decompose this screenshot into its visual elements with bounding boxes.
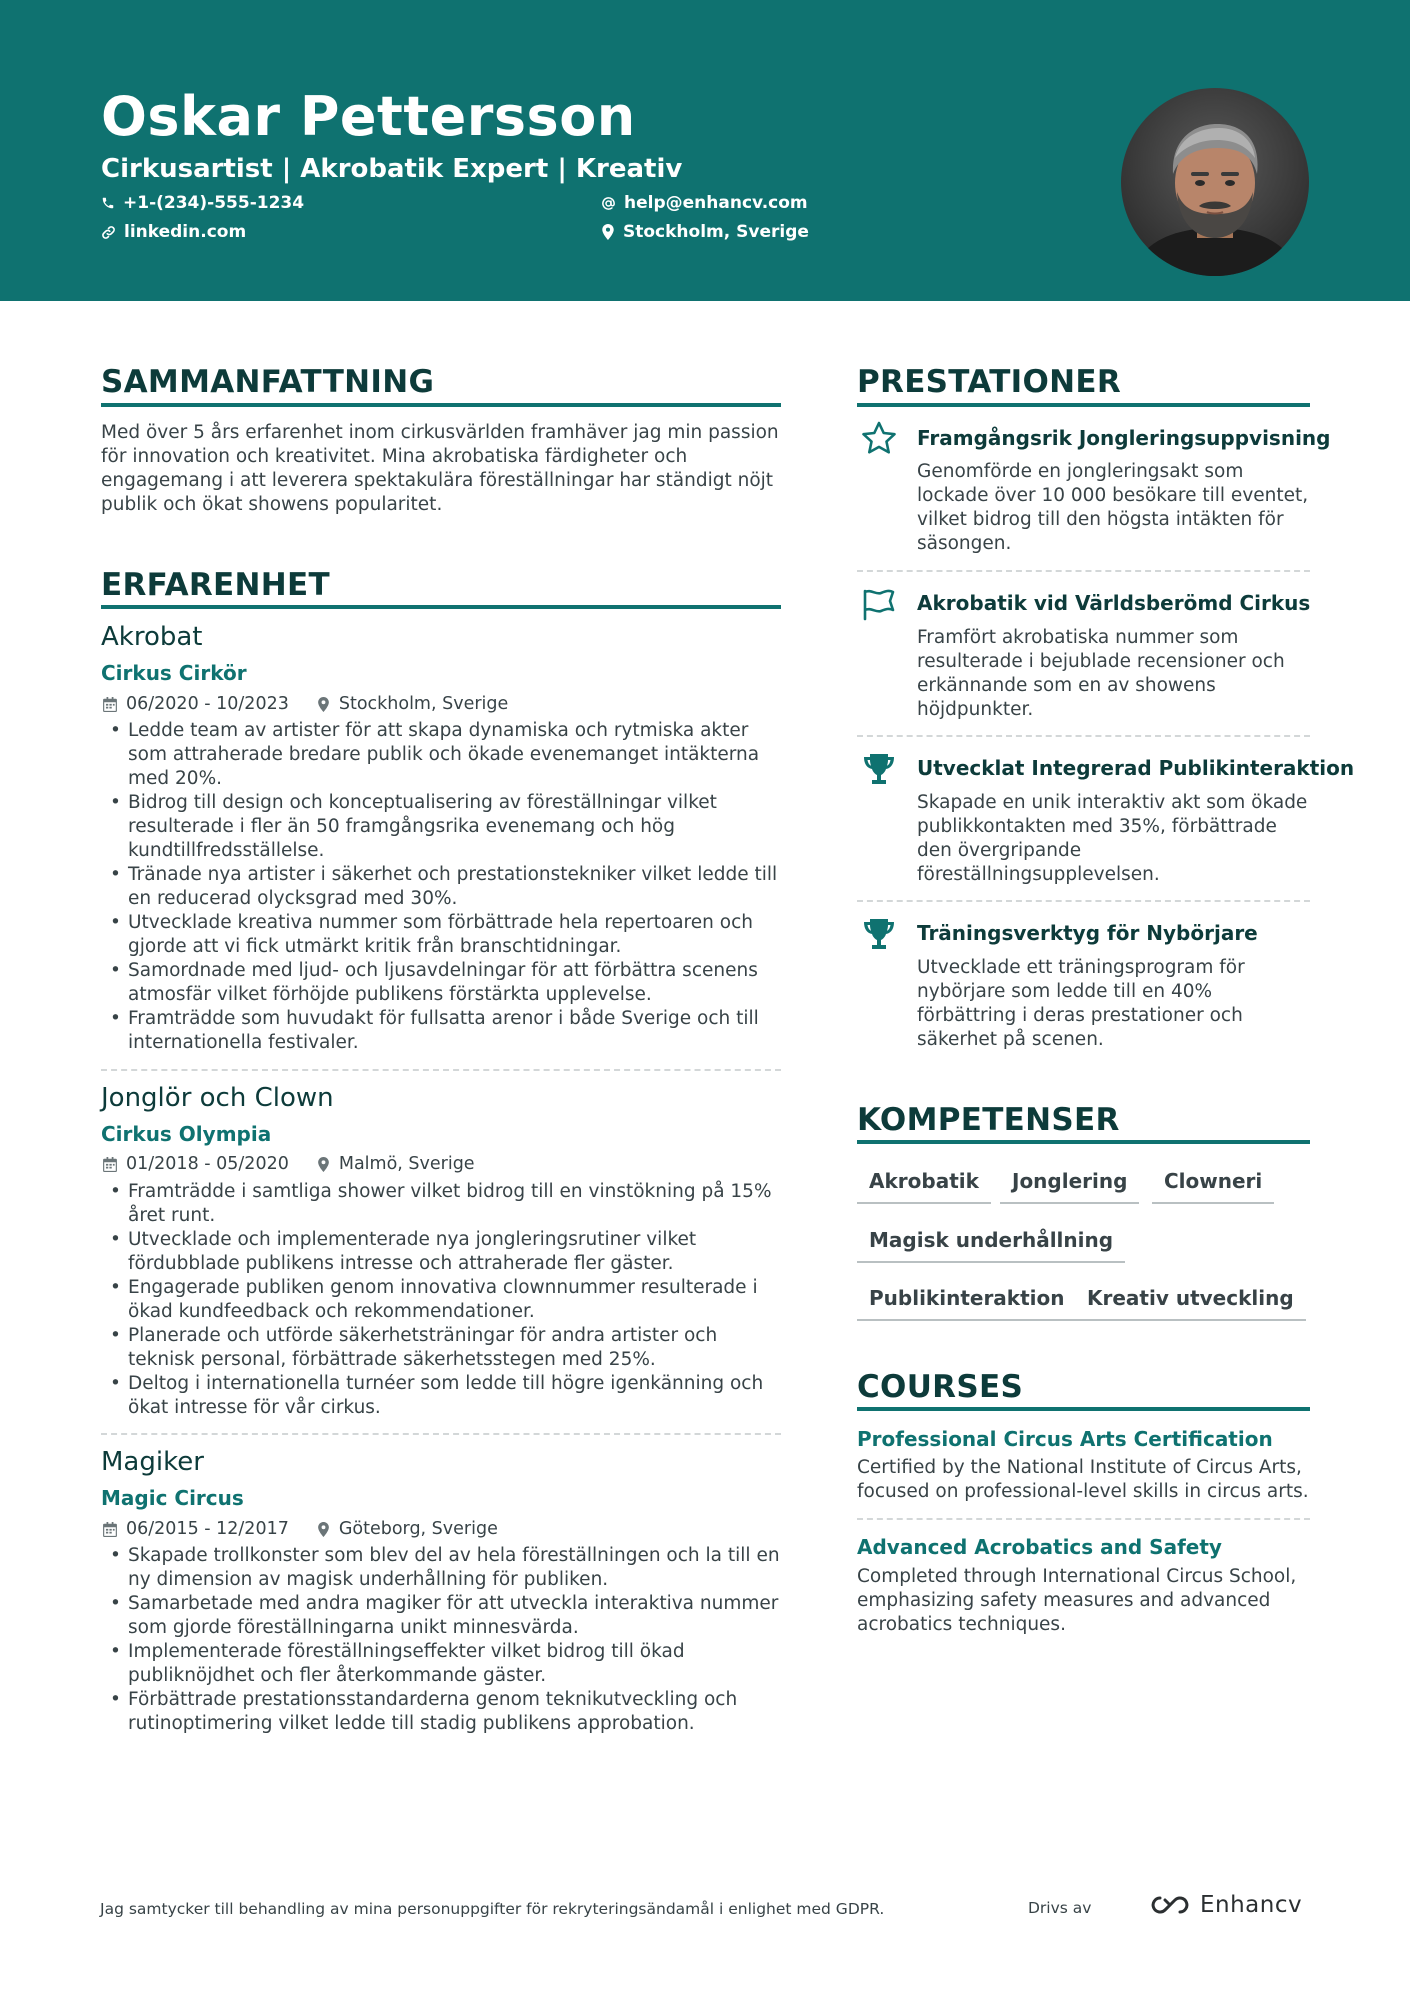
summary-text: Med över 5 års erfarenhet inom cirkusvärlden framhäver jag min passion för innovation och kreativitet. Mina akrobatiska färdigheter och engagemang i att leverera spektakulära föreställningar har ständigt nöjt publik och ökat showens popularitet. [101, 422, 779, 515]
job-location: Stockholm, Sverige [338, 694, 509, 714]
list-item: • Utvecklade och implementerade nya jongleringsrutiner vilket fördubblade publikens intresse och attraherade fler gäster. [101, 1228, 781, 1276]
achievement-title: Träningsverktyg för Nybörjare [917, 921, 1258, 945]
courses-heading: COURSES [857, 1369, 1024, 1405]
phone-icon [101, 196, 115, 210]
summary-rule [101, 403, 781, 407]
skill-tag: Publikinteraktion [857, 1285, 1077, 1321]
achievement-title: Framgångsrik Jongleringsuppvisning [917, 426, 1331, 450]
list-item: • Implementerade föreställningseffekter vilket bidrog till ökad publiknöjdhet och fler återkommande gäster. [101, 1640, 781, 1688]
job-bullets [101, 1180, 781, 1420]
experience-heading: ERFARENHET [101, 567, 330, 603]
linkedin-text: linkedin.com [124, 222, 247, 242]
calendar-icon [103, 1522, 117, 1537]
achievement-text: Framfört akrobatiska nummer som resulterade i bejublade recensioner och erkännande som en av showens höjdpunkter. [917, 627, 1285, 720]
at-icon [601, 196, 616, 211]
list-item: • Bidrog till design och konceptualisering av föreställningar vilket resulterade i fler än 50 framgångsrika evenemang och hög kundtillfredsställelse. [101, 791, 781, 863]
achievement-text: Utvecklade ett träningsprogram för nybörjare som ledde till en 40% förbättring i deras prestationer och säkerhet på scenen. [917, 957, 1245, 1050]
skills-rule [857, 1140, 1310, 1144]
resume-header [0, 0, 1410, 301]
trophy-icon [860, 751, 898, 787]
list-item: • Tränade nya artister i säkerhet och prestationstekniker vilket ledde till en reducerad olycksgrad med 30%. [101, 863, 781, 911]
divider [101, 1433, 781, 1435]
list-item: • Engagerade publiken genom innovativa clownnummer resulterade i ökad kundfeedback och rekommendationer. [101, 1276, 781, 1324]
summary-heading: SAMMANFATTNING [101, 364, 435, 400]
job-company: Cirkus Cirkör [101, 661, 247, 685]
job-dates: 06/2020 - 10/2023 [126, 694, 289, 714]
email-text: help@enhancv.com [624, 193, 808, 213]
candidate-name: Oskar Pettersson [101, 85, 636, 148]
job-dates: 06/2015 - 12/2017 [126, 1519, 289, 1539]
powered-by: Drivs av [1028, 1899, 1092, 1917]
trophy-icon [860, 916, 898, 952]
job-meta [103, 1152, 475, 1176]
gdpr-note: Jag samtycker till behandling av mina personuppgifter för rekryteringsändamål i enlighet med GDPR. [100, 1900, 885, 1918]
job-company: Cirkus Olympia [101, 1122, 272, 1146]
skill-tag: Akrobatik [857, 1168, 991, 1204]
list-item: • Framträdde som huvudakt för fullsatta arenor i både Sverige och till internationella festivaler. [101, 1007, 781, 1055]
list-item: • Deltog i internationella turnéer som ledde till högre igenkänning och ökat intresse för vår cirkus. [101, 1372, 781, 1420]
achievement-title: Utvecklat Integrerad Publikinteraktion [917, 756, 1355, 780]
candidate-headline: Cirkusartist | Akrobatik Expert | Kreativ [101, 154, 683, 184]
job-bullets [101, 719, 781, 1055]
achievements-rule [857, 403, 1310, 407]
calendar-icon [103, 697, 117, 712]
course-text: Completed through International Circus School, emphasizing safety measures and advanced acrobatics techniques. [857, 1566, 1297, 1635]
brand-name: Enhancv [1200, 1892, 1303, 1918]
skill-tag: Kreativ utveckling [1075, 1285, 1306, 1321]
job-role: Jonglör och Clown [101, 1083, 334, 1113]
flag-icon [860, 586, 898, 622]
list-item: • Framträdde i samtliga shower vilket bidrog till en vinstökning på 15% året runt. [101, 1180, 781, 1228]
experience-rule [101, 605, 781, 609]
job-bullets [101, 1544, 781, 1736]
skills-heading: KOMPETENSER [857, 1102, 1120, 1138]
enhancv-logo[interactable] [1148, 1890, 1302, 1920]
job-role: Magiker [101, 1447, 204, 1477]
map-pin-icon [601, 224, 615, 240]
location-text: Stockholm, Sverige [623, 222, 809, 242]
list-item: • Samordnade med ljud- och ljusavdelningar för att förbättra scenens atmosfär vilket förhöjde publikens förstärkta upplevelse. [101, 959, 781, 1007]
contact-location [601, 220, 809, 244]
skill-tag: Clowneri [1152, 1168, 1274, 1204]
list-item: • Förbättrade prestationsstandarderna genom teknikutveckling och rutinoptimering vilket ledde till stadig publikens approbation. [101, 1688, 781, 1736]
job-location: Malmö, Sverige [338, 1154, 475, 1174]
divider [857, 1518, 1310, 1520]
list-item: • Ledde team av artister för att skapa dynamiska och rytmiska akter som attraherade bredare publik och ökade evenemanget intäkterna med 20%. [101, 719, 781, 791]
skill-tag: Magisk underhållning [857, 1227, 1125, 1263]
job-dates: 01/2018 - 05/2020 [126, 1154, 289, 1174]
job-location: Göteborg, Sverige [338, 1519, 498, 1539]
job-meta [103, 1517, 498, 1541]
list-item: • Skapade trollkonster som blev del av hela föreställningen och la till en ny dimension av magisk underhållning för publiken. [101, 1544, 781, 1592]
link-icon [101, 225, 116, 240]
divider [857, 735, 1310, 737]
divider [101, 1069, 781, 1071]
achievement-title: Akrobatik vid Världsberömd Cirkus [917, 591, 1311, 615]
job-role: Akrobat [101, 622, 203, 652]
star-icon [860, 420, 898, 456]
achievements-heading: PRESTATIONER [857, 364, 1122, 400]
divider [857, 570, 1310, 572]
achievement-text: Skapade en unik interaktiv akt som ökade publikkontakten med 35%, förbättrade den övergripande föreställningsupplevelsen. [917, 792, 1308, 885]
skill-tag: Jonglering [1000, 1168, 1139, 1204]
course-title: Advanced Acrobatics and Safety [857, 1535, 1222, 1559]
contact-email[interactable] [601, 191, 808, 215]
job-meta [103, 692, 508, 716]
infinity-icon [1148, 1893, 1192, 1917]
contact-linkedin[interactable] [101, 220, 246, 244]
list-item: • Planerade och utförde säkerhetsträningar för andra artister och teknisk personal, förbättrade säkerhetsstegen med 25%. [101, 1324, 781, 1372]
list-item: • Utvecklade kreativa nummer som förbättrade hela repertoaren och gjorde att vi fick utmärkt kritik från branschtidningar. [101, 911, 781, 959]
job-company: Magic Circus [101, 1486, 244, 1510]
calendar-icon [103, 1157, 117, 1172]
courses-rule [857, 1407, 1310, 1411]
divider [857, 900, 1310, 902]
course-text: Certified by the National Institute of Circus Arts, focused on professional-level skills in circus arts. [857, 1457, 1309, 1502]
phone-text: +1-(234)-555-1234 [123, 193, 305, 213]
profile-photo [1121, 88, 1309, 276]
map-pin-icon [317, 1522, 330, 1537]
map-pin-icon [317, 1157, 330, 1172]
course-title: Professional Circus Arts Certification [857, 1427, 1273, 1451]
list-item: • Samarbetade med andra magiker för att utveckla interaktiva nummer som gjorde föreställningarna unikt minnesvärda. [101, 1592, 781, 1640]
contact-phone[interactable] [101, 191, 304, 215]
map-pin-icon [317, 697, 330, 712]
achievement-text: Genomförde en jongleringsakt som lockade över 10 000 besökare till eventet, vilket bidrog till den högsta intäkten för säsongen. [917, 461, 1309, 554]
